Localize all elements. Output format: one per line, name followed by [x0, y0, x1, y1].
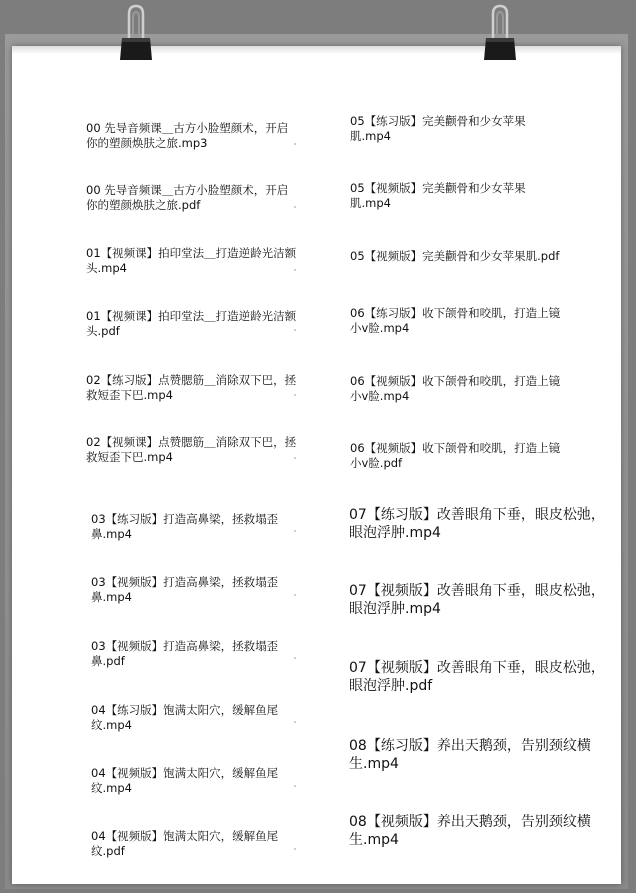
scan-dot: [294, 394, 296, 396]
file-entry-05-video-mp4: 05【视频版】完美颧骨和少女苹果 肌.mp4: [350, 181, 526, 210]
file-entry-07-practice-mp4: 07【练习版】改善眼角下垂，眼皮松弛， 眼泡浮肿.mp4: [349, 507, 605, 541]
file-entry-06-video-pdf: 06【视频版】收下颌骨和咬肌，打造上镜 小v脸.pdf: [350, 441, 561, 470]
file-entry-05-practice-mp4: 05【练习版】完美颧骨和少女苹果 肌.mp4: [350, 114, 526, 143]
file-entry-04-video-mp4: 04【视频版】饱满太阳穴，缓解鱼尾 纹.mp4: [91, 766, 279, 795]
file-entry-00-audio-pdf: 00 先导音频课＿古方小脸塑颜术，开启 你的塑颜焕肤之旅.pdf: [86, 183, 289, 212]
file-entry-00-audio-mp3: 00 先导音频课＿古方小脸塑颜术，开启 你的塑颜焕肤之旅.mp3: [86, 121, 289, 150]
file-entry-03-practice-mp4: 03【练习版】打造高鼻梁，拯救塌歪 鼻.mp4: [91, 512, 279, 541]
scan-dot: [294, 657, 296, 659]
file-entry-06-video-mp4: 06【视频版】收下颌骨和咬肌，打造上镜 小v脸.mp4: [350, 374, 561, 403]
binder-clip-left-icon: [116, 0, 156, 60]
scan-dot: [294, 143, 296, 145]
file-entry-08-practice-mp4: 08【练习版】养出天鹅颈，告别颈纹横 生.mp4: [349, 738, 591, 772]
scan-dot: [294, 269, 296, 271]
file-entry-01-video-pdf: 01【视频课】拍印堂法＿打造逆龄光洁额 头.pdf: [86, 309, 297, 338]
file-entry-04-practice-mp4: 04【练习版】饱满太阳穴，缓解鱼尾 纹.mp4: [91, 703, 279, 732]
file-entry-08-video-mp4: 08【视频版】养出天鹅颈，告别颈纹横 生.mp4: [349, 814, 591, 848]
file-entry-06-practice-mp4: 06【练习版】收下颌骨和咬肌，打造上镜 小v脸.mp4: [350, 306, 561, 335]
file-entry-02-practice-mp4: 02【练习版】点赞腮筋＿消除双下巴，拯 救短歪下巴.mp4: [86, 373, 297, 402]
scan-dot: [294, 594, 296, 596]
scan-dot: [294, 530, 296, 532]
file-entry-03-video-mp4: 03【视频版】打造高鼻梁，拯救塌歪 鼻.mp4: [91, 575, 279, 604]
file-entry-07-video-pdf: 07【视频版】改善眼角下垂，眼皮松弛， 眼泡浮肿.pdf: [349, 660, 605, 694]
file-entry-04-video-pdf: 04【视频版】饱满太阳穴，缓解鱼尾 纹.pdf: [91, 829, 279, 858]
file-entry-02-video-mp4: 02【视频课】点赞腮筋＿消除双下巴，拯 救短歪下巴.mp4: [86, 435, 297, 464]
binder-clip-right-icon: [480, 0, 520, 60]
file-entry-01-video-mp4: 01【视频课】拍印堂法＿打造逆龄光洁额 头.mp4: [86, 246, 297, 275]
scan-dot: [294, 848, 296, 850]
file-entry-05-video-pdf: 05【视频版】完美颧骨和少女苹果肌.pdf: [350, 249, 560, 263]
scan-dot: [294, 457, 296, 459]
scan-dot: [294, 785, 296, 787]
scan-dot: [294, 329, 296, 331]
file-entry-03-video-pdf: 03【视频版】打造高鼻梁，拯救塌歪 鼻.pdf: [91, 639, 279, 668]
file-entry-07-video-mp4: 07【视频版】改善眼角下垂，眼皮松弛， 眼泡浮肿.mp4: [349, 583, 605, 617]
paper-top-shadow: [12, 46, 621, 54]
scan-dot: [294, 721, 296, 723]
scan-dot: [294, 206, 296, 208]
